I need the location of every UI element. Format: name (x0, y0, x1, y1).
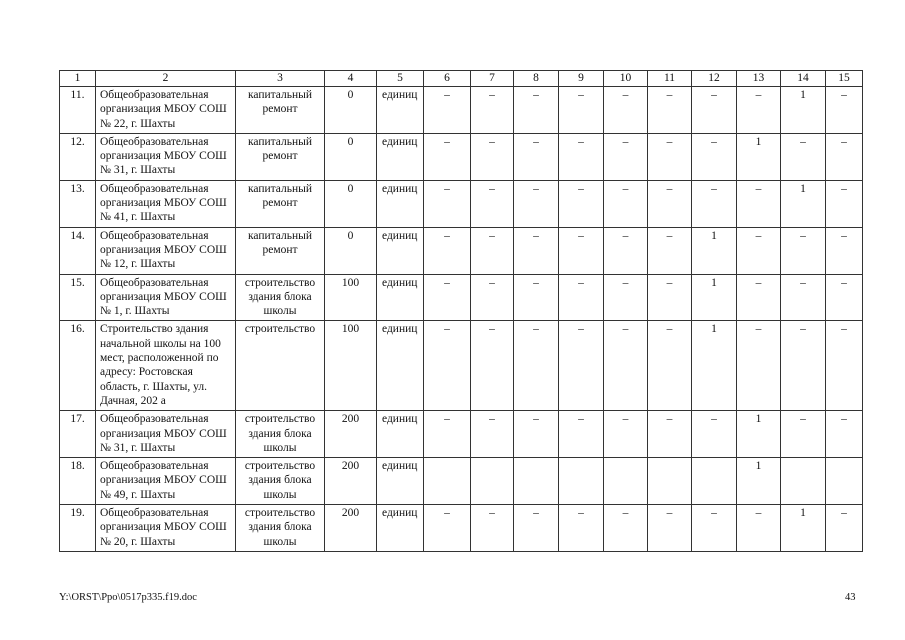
year-value-cell: – (692, 411, 737, 458)
year-value-cell: – (559, 411, 604, 458)
year-value-cell: – (471, 227, 514, 274)
year-value-cell: – (692, 133, 737, 180)
year-value-cell: – (648, 133, 692, 180)
year-value-cell: – (424, 505, 471, 552)
year-value-cell: – (471, 87, 514, 134)
table-row (60, 227, 863, 274)
header-cell: 12 (692, 71, 737, 87)
year-value-cell: 1 (737, 411, 781, 458)
year-value-cell: – (604, 505, 648, 552)
table-header-row (60, 71, 863, 87)
work-type-cell: строительство здания блока школы (236, 411, 325, 458)
row-number-cell: 19. (60, 505, 96, 552)
year-value-cell (424, 458, 471, 505)
year-value-cell: – (514, 505, 559, 552)
year-value-cell: – (826, 87, 863, 134)
header-cell: 4 (325, 71, 377, 87)
year-value-cell: – (826, 505, 863, 552)
organization-cell: Общеобразовательная организация МБОУ СОШ № 31, г. Шахты (96, 133, 236, 180)
year-value-cell: – (604, 274, 648, 321)
unit-cell: единиц (377, 321, 424, 411)
data-table (59, 70, 863, 552)
year-value-cell: – (781, 133, 826, 180)
year-value-cell: – (826, 227, 863, 274)
year-value-cell: – (781, 227, 826, 274)
table-row (60, 458, 863, 505)
table-row (60, 274, 863, 321)
year-value-cell: – (826, 274, 863, 321)
header-cell: 15 (826, 71, 863, 87)
row-number-cell: 15. (60, 274, 96, 321)
capacity-cell: 100 (325, 321, 377, 411)
year-value-cell (692, 458, 737, 505)
capacity-cell: 100 (325, 274, 377, 321)
capacity-cell: 200 (325, 411, 377, 458)
year-value-cell: – (737, 180, 781, 227)
year-value-cell: – (648, 227, 692, 274)
work-type-cell: строительство здания блока школы (236, 274, 325, 321)
year-value-cell: – (648, 321, 692, 411)
year-value-cell: 1 (737, 133, 781, 180)
header-cell: 1 (60, 71, 96, 87)
year-value-cell: – (424, 411, 471, 458)
year-value-cell: – (471, 133, 514, 180)
year-value-cell: – (648, 411, 692, 458)
capacity-cell: 0 (325, 180, 377, 227)
year-value-cell: – (737, 274, 781, 321)
year-value-cell (604, 458, 648, 505)
organization-cell: Общеобразовательная организация МБОУ СОШ № 12, г. Шахты (96, 227, 236, 274)
capacity-cell: 200 (325, 458, 377, 505)
year-value-cell: – (514, 227, 559, 274)
work-type-cell: строительство (236, 321, 325, 411)
work-type-cell: строительство здания блока школы (236, 458, 325, 505)
year-value-cell (781, 458, 826, 505)
year-value-cell: – (692, 180, 737, 227)
header-cell: 3 (236, 71, 325, 87)
year-value-cell: – (424, 321, 471, 411)
year-value-cell: – (471, 505, 514, 552)
year-value-cell: – (604, 180, 648, 227)
year-value-cell: – (424, 227, 471, 274)
year-value-cell: – (648, 505, 692, 552)
unit-cell: единиц (377, 180, 424, 227)
year-value-cell: – (826, 133, 863, 180)
year-value-cell: – (424, 180, 471, 227)
organization-cell: Строительство здания начальной школы на 100 мест, расположенной по адресу: Ростовская область, г. Шахты, ул. Дачная, 202 а (96, 321, 236, 411)
year-value-cell: – (604, 321, 648, 411)
footer-page-number: 43 (845, 592, 856, 603)
unit-cell: единиц (377, 274, 424, 321)
header-cell: 8 (514, 71, 559, 87)
table-row (60, 321, 863, 411)
header-cell: 6 (424, 71, 471, 87)
year-value-cell: – (514, 274, 559, 321)
year-value-cell: – (559, 274, 604, 321)
table-row (60, 180, 863, 227)
year-value-cell: – (737, 227, 781, 274)
year-value-cell: – (559, 133, 604, 180)
unit-cell: единиц (377, 458, 424, 505)
header-cell: 13 (737, 71, 781, 87)
year-value-cell: – (692, 505, 737, 552)
organization-cell: Общеобразовательная организация МБОУ СОШ № 41, г. Шахты (96, 180, 236, 227)
table-row (60, 505, 863, 552)
year-value-cell: – (648, 274, 692, 321)
year-value-cell: – (559, 227, 604, 274)
organization-cell: Общеобразовательная организация МБОУ СОШ № 22, г. Шахты (96, 87, 236, 134)
year-value-cell (559, 458, 604, 505)
unit-cell: единиц (377, 505, 424, 552)
footer-file-path: Y:\ORST\Ppo\0517p335.f19.doc (59, 592, 197, 603)
header-cell: 9 (559, 71, 604, 87)
organization-cell: Общеобразовательная организация МБОУ СОШ № 1, г. Шахты (96, 274, 236, 321)
header-cell: 2 (96, 71, 236, 87)
year-value-cell: – (781, 321, 826, 411)
year-value-cell (826, 458, 863, 505)
header-cell: 5 (377, 71, 424, 87)
year-value-cell: – (826, 411, 863, 458)
year-value-cell: – (514, 411, 559, 458)
row-number-cell: 14. (60, 227, 96, 274)
year-value-cell: – (648, 87, 692, 134)
capacity-cell: 0 (325, 227, 377, 274)
year-value-cell: 1 (692, 321, 737, 411)
work-type-cell: строительство здания блока школы (236, 505, 325, 552)
table-row (60, 411, 863, 458)
unit-cell: единиц (377, 227, 424, 274)
year-value-cell: – (471, 274, 514, 321)
year-value-cell: – (471, 411, 514, 458)
year-value-cell (648, 458, 692, 505)
year-value-cell: – (737, 505, 781, 552)
year-value-cell: – (781, 411, 826, 458)
year-value-cell: – (826, 321, 863, 411)
year-value-cell: – (514, 87, 559, 134)
capacity-cell: 0 (325, 133, 377, 180)
row-number-cell: 16. (60, 321, 96, 411)
organization-cell: Общеобразовательная организация МБОУ СОШ № 49, г. Шахты (96, 458, 236, 505)
capacity-cell: 200 (325, 505, 377, 552)
capacity-cell: 0 (325, 87, 377, 134)
year-value-cell: 1 (781, 505, 826, 552)
year-value-cell: – (514, 180, 559, 227)
year-value-cell: – (559, 505, 604, 552)
work-type-cell: капитальный ремонт (236, 133, 325, 180)
year-value-cell: – (604, 227, 648, 274)
year-value-cell: – (424, 274, 471, 321)
year-value-cell: 1 (781, 87, 826, 134)
row-number-cell: 18. (60, 458, 96, 505)
row-number-cell: 17. (60, 411, 96, 458)
year-value-cell: – (604, 87, 648, 134)
year-value-cell: – (424, 87, 471, 134)
organization-cell: Общеобразовательная организация МБОУ СОШ № 31, г. Шахты (96, 411, 236, 458)
year-value-cell: – (471, 321, 514, 411)
year-value-cell: – (514, 133, 559, 180)
header-cell: 14 (781, 71, 826, 87)
year-value-cell: – (514, 321, 559, 411)
year-value-cell (514, 458, 559, 505)
work-type-cell: капитальный ремонт (236, 180, 325, 227)
year-value-cell: – (737, 321, 781, 411)
header-cell: 11 (648, 71, 692, 87)
year-value-cell: – (559, 321, 604, 411)
row-number-cell: 13. (60, 180, 96, 227)
year-value-cell: – (781, 274, 826, 321)
year-value-cell (471, 458, 514, 505)
row-number-cell: 12. (60, 133, 96, 180)
header-cell: 7 (471, 71, 514, 87)
year-value-cell: – (648, 180, 692, 227)
work-type-cell: капитальный ремонт (236, 227, 325, 274)
year-value-cell: – (692, 87, 737, 134)
year-value-cell: – (559, 87, 604, 134)
year-value-cell: – (604, 411, 648, 458)
header-cell: 10 (604, 71, 648, 87)
table-row (60, 133, 863, 180)
year-value-cell: – (737, 87, 781, 134)
year-value-cell: – (424, 133, 471, 180)
table-row (60, 87, 863, 134)
year-value-cell: – (559, 180, 604, 227)
year-value-cell: – (826, 180, 863, 227)
year-value-cell: 1 (692, 227, 737, 274)
unit-cell: единиц (377, 133, 424, 180)
unit-cell: единиц (377, 411, 424, 458)
year-value-cell: – (471, 180, 514, 227)
year-value-cell: 1 (692, 274, 737, 321)
year-value-cell: 1 (781, 180, 826, 227)
year-value-cell: 1 (737, 458, 781, 505)
row-number-cell: 11. (60, 87, 96, 134)
year-value-cell: – (604, 133, 648, 180)
unit-cell: единиц (377, 87, 424, 134)
organization-cell: Общеобразовательная организация МБОУ СОШ № 20, г. Шахты (96, 505, 236, 552)
work-type-cell: капитальный ремонт (236, 87, 325, 134)
